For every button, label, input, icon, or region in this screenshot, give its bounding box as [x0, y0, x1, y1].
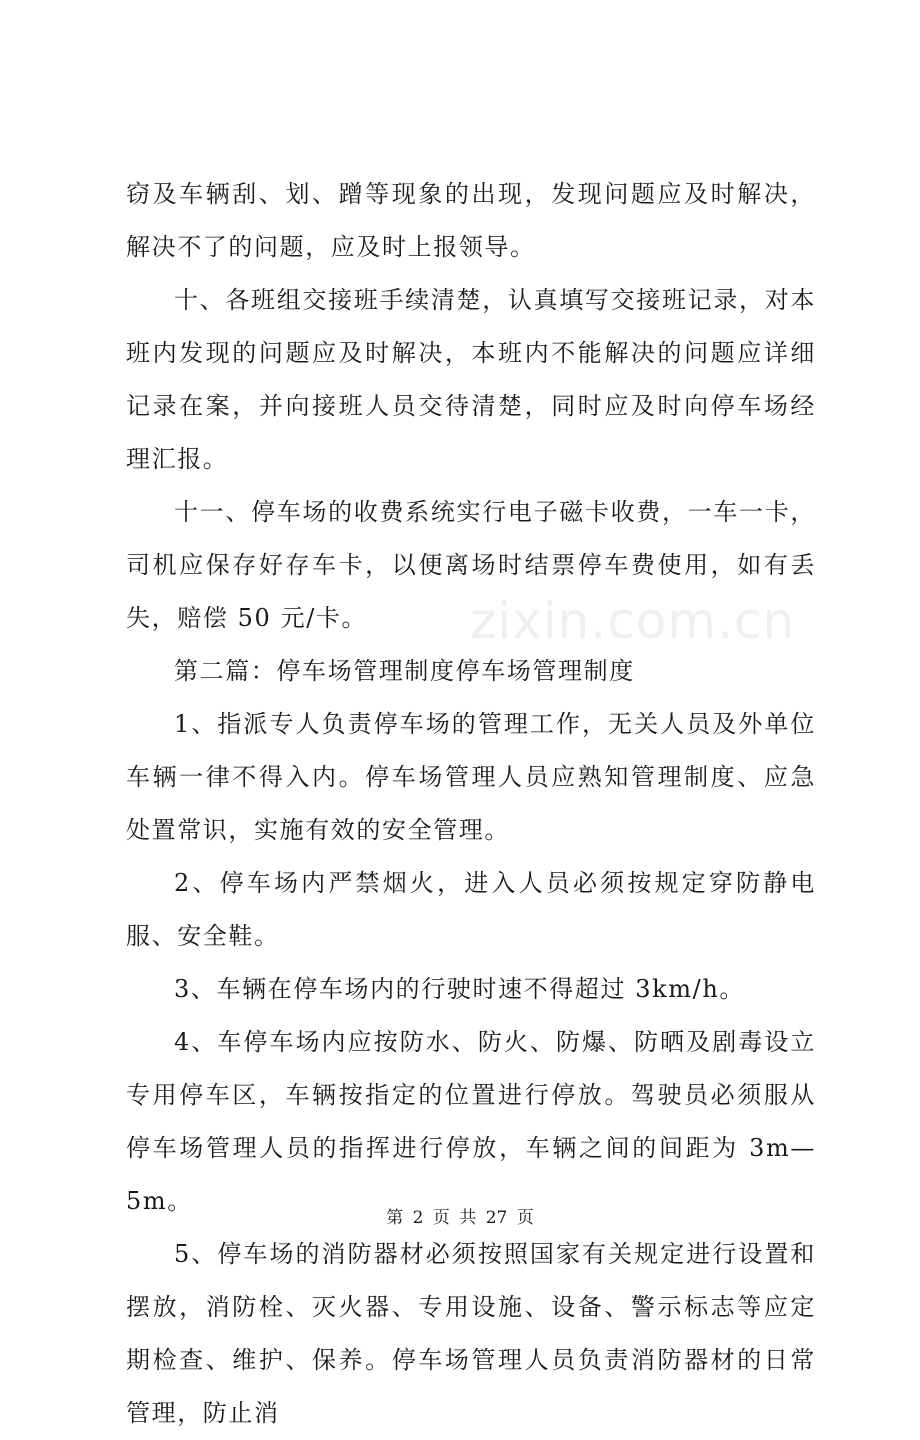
- page-footer: 第 2 页 共 27 页: [386, 1208, 534, 1228]
- paragraph-rule-5: 5、停车场的消防器材必须按照国家有关规定进行设置和摆放，消防栓、灭火器、专用设施、设备、警示标志等应定期检查、维护、保养。停车场管理人员负责消防器材的日常管理，防止消: [126, 1240, 816, 1427]
- paragraph-continuation: 窃及车辆刮、划、蹭等现象的出现，发现问题应及时解决，解决不了的问题，应及时上报领导。: [126, 180, 816, 261]
- watermark: zixin.com.cn: [470, 592, 796, 650]
- paragraph-rule-2: 2、停车场内严禁烟火，进入人员必须按规定穿防静电服、安全鞋。: [126, 869, 816, 950]
- section-heading: 第二篇：停车场管理制度停车场管理制度: [174, 657, 635, 685]
- paragraph-rule-1: 1、指派专人负责停车场的管理工作，无关人员及外单位车辆一律不得入内。停车场管理人员应熟知管理制度、应急处置常识，实施有效的安全管理。: [126, 710, 816, 844]
- paragraph-item-10: 十、各班组交接班手续清楚，认真填写交接班记录，对本班内发现的问题应及时解决，本班内不能解决的问题应详细记录在案，并向接班人员交待清楚，同时应及时向停车场经理汇报。: [126, 286, 816, 473]
- document-body: [126, 168, 816, 1440]
- paragraph-item-11: 十一、停车场的收费系统实行电子磁卡收费，一车一卡，司机应保存好存车卡，以便离场时结票停车费使用，如有丢失，赔偿 50 元/卡。: [126, 498, 816, 632]
- paragraph-rule-4: 4、车停车场内应按防水、防火、防爆、防晒及剧毒设立专用停车区，车辆按指定的位置进行停放。驾驶员必须服从停车场管理人员的指挥进行停放，车辆之间的间距为 3m—5m。: [126, 1028, 816, 1215]
- paragraph-rule-3: 3、车辆在停车场内的行驶时速不得超过 3km/h。: [174, 975, 746, 1003]
